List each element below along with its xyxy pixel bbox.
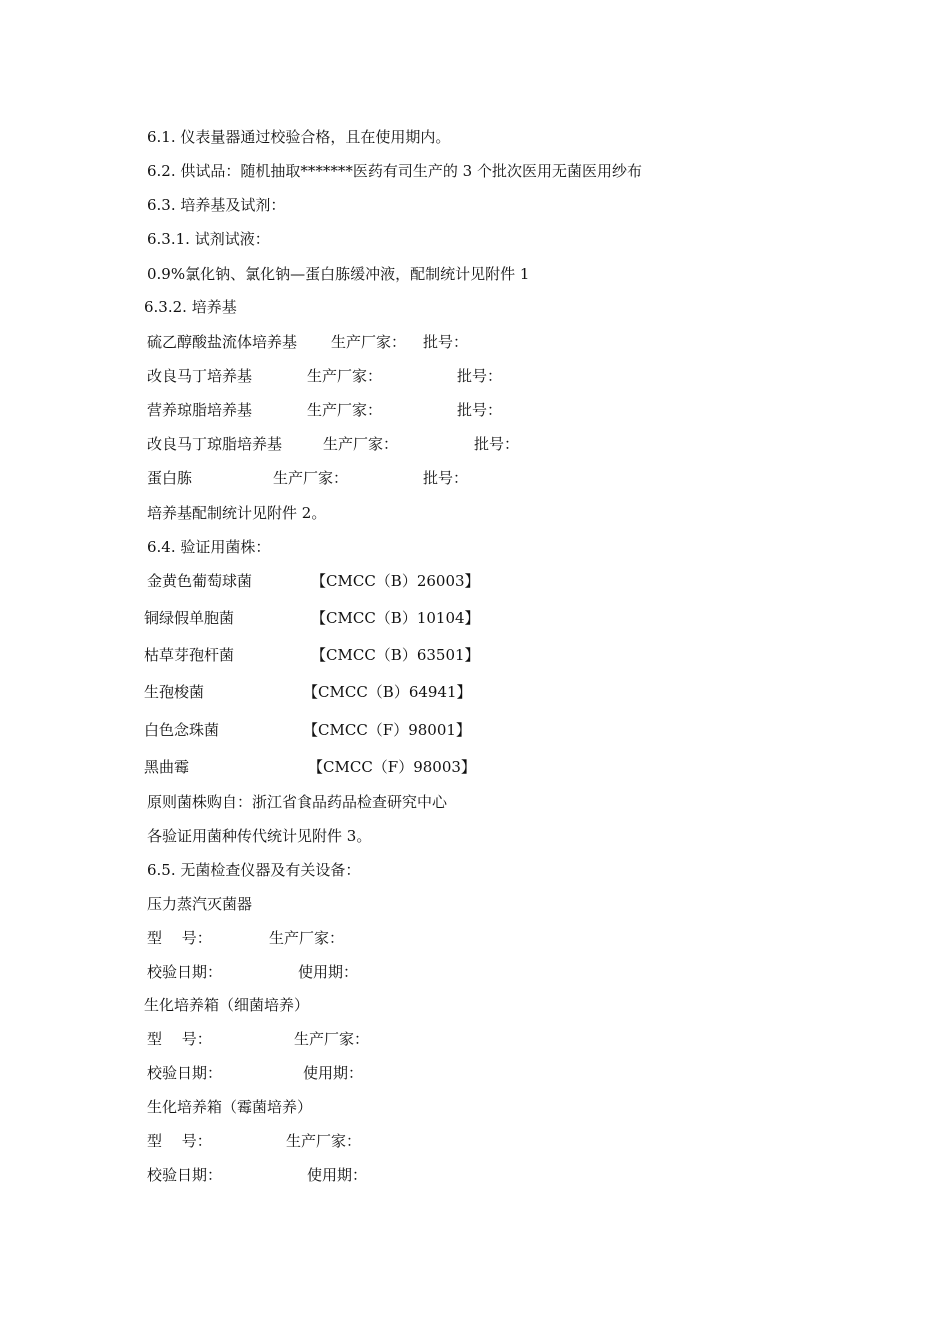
strain-note: 各验证用菌种传代统计见附件 3。 [147,827,372,845]
strain-name: 金黄色葡萄球菌 [147,572,253,590]
strain-name: 生孢梭菌 [144,683,205,701]
section-6-3-heading: 6.3. 培养基及试剂： [147,196,286,214]
equipment-calib-label: 校验日期： [147,963,223,981]
equipment-title: 压力蒸汽灭菌器 [147,895,253,913]
media-batch-label: 批号： [423,469,469,487]
strain-name: 黑曲霉 [144,758,190,776]
equipment-valid-label: 使用期： [298,963,359,981]
equipment-maker-label: 生产厂家： [286,1132,362,1150]
media-name: 蛋白胨 [147,469,193,487]
strain-code: 【CMCC（F）98001】 [303,721,471,739]
reagent-line: 0.9%氯化钠、氯化钠—蛋白胨缓冲液，配制统计见附件 1 [147,265,530,283]
equipment-calib-label: 校验日期： [147,1166,223,1184]
strain-code: 【CMCC（B）10104】 [311,609,480,627]
equipment-valid-label: 使用期： [307,1166,368,1184]
section-6-2: 6.2. 供试品：随机抽取*******医药有司生产的 3 个批次医用无菌医用纱布 [147,162,642,180]
media-name: 改良马丁琼脂培养基 [147,435,283,453]
strain-code: 【CMCC（B）64941】 [303,683,472,701]
media-maker-label: 生产厂家： [273,469,349,487]
equipment-model-label: 型 号： [147,1132,212,1150]
media-batch-label: 批号： [423,333,469,351]
equipment-title: 生化培养箱（霉菌培养） [147,1098,313,1116]
media-maker-label: 生产厂家： [323,435,399,453]
equipment-title: 生化培养箱（细菌培养） [144,996,310,1014]
strain-name: 白色念珠菌 [144,721,220,739]
equipment-model-label: 型 号： [147,1030,212,1048]
section-6-3-2-heading: 6.3.2. 培养基 [144,298,237,316]
media-batch-label: 批号： [474,435,520,453]
equipment-maker-label: 生产厂家： [294,1030,370,1048]
media-batch-label: 批号： [457,401,503,419]
strain-name: 铜绿假单胞菌 [144,609,235,627]
equipment-calib-label: 校验日期： [147,1064,223,1082]
equipment-valid-label: 使用期： [303,1064,364,1082]
strain-code: 【CMCC（B）26003】 [311,572,480,590]
media-maker-label: 生产厂家： [307,401,383,419]
section-6-1: 6.1. 仪表量器通过校验合格，且在使用期内。 [147,128,451,146]
section-6-4-heading: 6.4. 验证用菌株： [147,538,271,556]
media-batch-label: 批号： [457,367,503,385]
section-6-5-heading: 6.5. 无菌检查仪器及有关设备： [147,861,361,879]
strain-code: 【CMCC（B）63501】 [311,646,480,664]
section-6-3-1-heading: 6.3.1. 试剂试液： [147,230,270,248]
strain-name: 枯草芽孢杆菌 [144,646,235,664]
strain-source: 原则菌株购自：浙江省食品药品检查研究中心 [147,793,448,811]
strain-code: 【CMCC（F）98003】 [308,758,476,776]
media-maker-label: 生产厂家： [307,367,383,385]
media-name: 营养琼脂培养基 [147,401,253,419]
media-note: 培养基配制统计见附件 2。 [147,504,327,522]
media-maker-label: 生产厂家： [331,333,407,351]
equipment-maker-label: 生产厂家： [269,929,345,947]
media-name: 硫乙醇酸盐流体培养基 [147,333,298,351]
equipment-model-label: 型 号： [147,929,212,947]
media-name: 改良马丁培养基 [147,367,253,385]
